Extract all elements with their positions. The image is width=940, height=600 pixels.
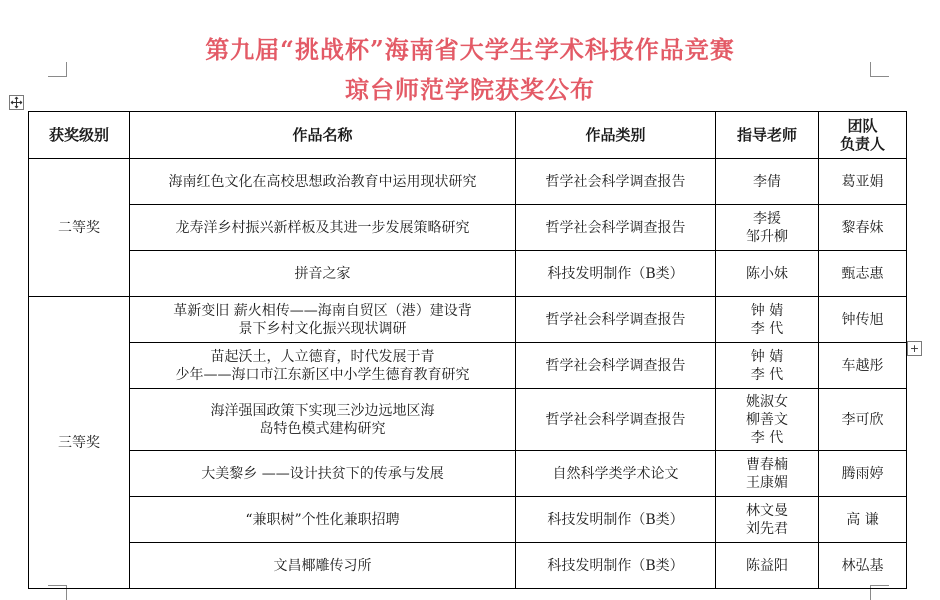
move-icon-glyph <box>10 96 23 109</box>
team-leader: 腾雨婷 <box>819 451 907 497</box>
advisor: 李倩 <box>716 159 819 205</box>
crop-mark-top-right <box>870 62 889 77</box>
team-leader: 葛亚娟 <box>819 159 907 205</box>
header-award-level: 获奖级别 <box>29 112 130 159</box>
page-title-line-2: 琼台师范学院获奖公布 <box>345 75 595 104</box>
advisor: 钟 婧 李 代 <box>716 343 819 389</box>
advisor: 曹春楠 王康媚 <box>716 451 819 497</box>
table-row <box>29 543 907 589</box>
header-work-name: 作品名称 <box>130 112 516 159</box>
header-team-leader: 团队 负责人 <box>819 112 907 159</box>
work-name: 苗起沃土，人立德育，时代发展于青 少年——海口市江东新区中小学生德育教育研究 <box>130 343 516 389</box>
work-name: 拼音之家 <box>130 251 516 297</box>
team-leader: 李可欣 <box>819 389 907 451</box>
work-name: 革新变旧 薪火相传——海南自贸区（港）建设背 景下乡村文化振兴现状调研 <box>130 297 516 343</box>
work-category: 哲学社会科学调查报告 <box>516 205 716 251</box>
table-header-row <box>29 112 907 159</box>
page-title-line-1: 第九届“挑战杯”海南省大学生学术科技作品竞赛 <box>205 35 735 64</box>
team-leader: 甄志惠 <box>819 251 907 297</box>
table-row <box>29 251 907 297</box>
award-level-second: 二等奖 <box>29 159 130 297</box>
work-category: 科技发明制作（B类） <box>516 543 716 589</box>
plus-icon[interactable]: + <box>907 341 922 356</box>
table-row <box>29 451 907 497</box>
move-icon[interactable] <box>9 95 24 110</box>
table-row <box>29 205 907 251</box>
work-name: 海洋强国政策下实现三沙边远地区海 岛特色模式建构研究 <box>130 389 516 451</box>
work-name: 龙寿洋乡村振兴新样板及其进一步发展策略研究 <box>130 205 516 251</box>
advisor: 陈益阳 <box>716 543 819 589</box>
advisor: 姚淑女 柳善文 李 代 <box>716 389 819 451</box>
work-category: 哲学社会科学调查报告 <box>516 389 716 451</box>
advisor: 钟 婧 李 代 <box>716 297 819 343</box>
table-row <box>29 297 907 343</box>
work-category: 哲学社会科学调查报告 <box>516 159 716 205</box>
header-advisor: 指导老师 <box>716 112 819 159</box>
team-leader: 黎春妹 <box>819 205 907 251</box>
work-category: 科技发明制作（B类） <box>516 497 716 543</box>
work-name: 海南红色文化在高校思想政治教育中运用现状研究 <box>130 159 516 205</box>
work-category: 哲学社会科学调查报告 <box>516 343 716 389</box>
work-name: 文昌椰雕传习所 <box>130 543 516 589</box>
award-level-third: 三等奖 <box>29 297 130 589</box>
work-name: 大美黎乡 ——设计扶贫下的传承与发展 <box>130 451 516 497</box>
table-row <box>29 497 907 543</box>
advisor: 林文曼 刘先君 <box>716 497 819 543</box>
work-name: “兼职树”个性化兼职招聘 <box>130 497 516 543</box>
awards-table <box>28 111 907 589</box>
crop-mark-top-left <box>48 62 67 77</box>
table-row <box>29 343 907 389</box>
table-row <box>29 389 907 451</box>
work-category: 哲学社会科学调查报告 <box>516 297 716 343</box>
team-leader: 林弘基 <box>819 543 907 589</box>
team-leader: 钟传旭 <box>819 297 907 343</box>
team-leader: 车越彤 <box>819 343 907 389</box>
table-row <box>29 159 907 205</box>
team-leader: 高 谦 <box>819 497 907 543</box>
work-category: 科技发明制作（B类） <box>516 251 716 297</box>
work-category: 自然科学类学术论文 <box>516 451 716 497</box>
advisor: 陈小妹 <box>716 251 819 297</box>
header-work-category: 作品类别 <box>516 112 716 159</box>
advisor: 李援 邹升柳 <box>716 205 819 251</box>
